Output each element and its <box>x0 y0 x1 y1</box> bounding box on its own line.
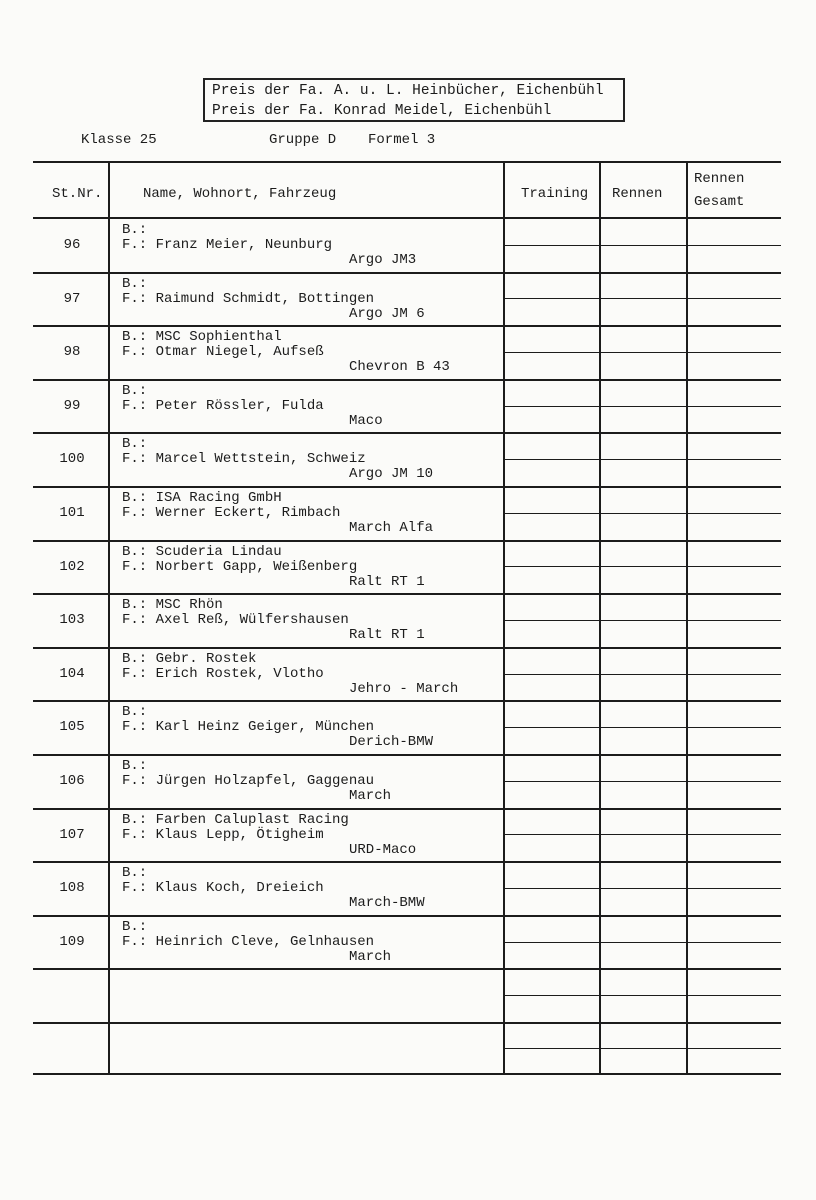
driver-line: F.: Axel Reß, Wülfershausen <box>122 612 349 628</box>
vehicle-line: URD-Maco <box>349 842 417 858</box>
entry-info <box>122 545 425 590</box>
klasse-label: Klasse 25 <box>81 132 157 148</box>
header-st-nr: St.Nr. <box>52 186 103 202</box>
row-half-rule <box>504 781 781 782</box>
row-half-rule <box>504 459 781 460</box>
start-number: 102 <box>59 559 85 575</box>
row-rule <box>33 1073 781 1075</box>
header-training: Training <box>521 186 589 202</box>
start-number: 109 <box>59 934 85 950</box>
entry-info <box>122 223 416 268</box>
start-number: 103 <box>59 612 85 628</box>
vehicle-line: Argo JM 6 <box>349 306 425 322</box>
vehicle-line: March-BMW <box>349 895 425 911</box>
row-rule <box>33 432 781 434</box>
vehicle-line: Chevron B 43 <box>349 359 450 375</box>
driver-line: F.: Heinrich Cleve, Gelnhausen <box>122 934 375 950</box>
vehicle-line: March Alfa <box>349 520 434 536</box>
row-rule <box>33 486 781 488</box>
header-rennen: Rennen <box>612 186 663 202</box>
entrant-line: B.: ISA Racing GmbH <box>122 490 282 506</box>
row-rule <box>33 325 781 327</box>
row-rule <box>33 272 781 274</box>
entrant-line: B.: Gebr. Rostek <box>122 651 257 667</box>
driver-line: F.: Klaus Koch, Dreieich <box>122 880 324 896</box>
driver-line: F.: Karl Heinz Geiger, München <box>122 719 375 735</box>
entrant-line: B.: <box>122 222 148 238</box>
row-half-rule <box>504 566 781 567</box>
row-half-rule <box>504 298 781 299</box>
entrant-line: B.: <box>122 865 148 881</box>
start-number: 97 <box>63 291 81 307</box>
row-half-rule <box>504 245 781 246</box>
sponsor-line-1: Preis der Fa. A. u. L. Heinbücher, Eichenbühl <box>212 83 604 99</box>
row-half-rule <box>504 352 781 353</box>
row-half-rule <box>504 727 781 728</box>
entry-info <box>122 330 450 375</box>
row-rule <box>33 754 781 756</box>
start-number: 107 <box>59 827 85 843</box>
entry-info <box>122 866 425 911</box>
driver-line: F.: Raimund Schmidt, Bottingen <box>122 291 375 307</box>
row-rule <box>33 379 781 381</box>
entry-info <box>122 491 433 536</box>
header-rennen-gesamt-1: Rennen <box>694 171 745 187</box>
row-half-rule <box>504 1048 781 1049</box>
row-rule <box>33 700 781 702</box>
entry-info <box>122 759 391 804</box>
header-bottom-rule <box>33 217 781 219</box>
entrant-line: B.: <box>122 919 148 935</box>
row-half-rule <box>504 888 781 889</box>
row-half-rule <box>504 513 781 514</box>
vehicle-line: Ralt RT 1 <box>349 627 425 643</box>
driver-line: F.: Otmar Niegel, Aufseß <box>122 344 324 360</box>
driver-line: F.: Werner Eckert, Rimbach <box>122 505 341 521</box>
row-half-rule <box>504 942 781 943</box>
entrant-line: B.: MSC Sophienthal <box>122 329 282 345</box>
row-rule <box>33 915 781 917</box>
entry-info <box>122 920 391 965</box>
entrant-line: B.: <box>122 276 148 292</box>
vehicle-line: Jehro - March <box>349 681 459 697</box>
start-number: 96 <box>63 237 81 253</box>
driver-line: F.: Erich Rostek, Vlotho <box>122 666 324 682</box>
vehicle-line: Ralt RT 1 <box>349 574 425 590</box>
row-half-rule <box>504 406 781 407</box>
entry-info <box>122 384 383 429</box>
entry-info <box>122 652 458 697</box>
row-rule <box>33 1022 781 1024</box>
vehicle-line: Argo JM3 <box>349 252 417 268</box>
start-number: 108 <box>59 880 85 896</box>
row-half-rule <box>504 620 781 621</box>
entry-info <box>122 705 433 750</box>
row-half-rule <box>504 674 781 675</box>
vehicle-line: March <box>349 949 392 965</box>
header-name: Name, Wohnort, Fahrzeug <box>143 186 337 202</box>
start-number: 99 <box>63 398 81 414</box>
entry-info <box>122 437 433 482</box>
entrant-line: B.: <box>122 704 148 720</box>
entry-info <box>122 813 416 858</box>
entry-info <box>122 277 425 322</box>
row-half-rule <box>504 834 781 835</box>
row-half-rule <box>504 995 781 996</box>
sponsor-line-2: Preis der Fa. Konrad Meidel, Eichenbühl <box>212 103 552 119</box>
entrant-line: B.: MSC Rhön <box>122 597 223 613</box>
row-rule <box>33 861 781 863</box>
vehicle-line: Argo JM 10 <box>349 466 434 482</box>
driver-line: F.: Norbert Gapp, Weißenberg <box>122 559 358 575</box>
vehicle-line: Maco <box>349 413 383 429</box>
header-rennen-gesamt-2: Gesamt <box>694 194 745 210</box>
vehicle-line: March <box>349 788 392 804</box>
row-rule <box>33 968 781 970</box>
start-number: 101 <box>59 505 85 521</box>
driver-line: F.: Peter Rössler, Fulda <box>122 398 324 414</box>
driver-line: F.: Jürgen Holzapfel, Gaggenau <box>122 773 375 789</box>
entrant-line: B.: Scuderia Lindau <box>122 544 282 560</box>
start-number: 105 <box>59 719 85 735</box>
driver-line: F.: Franz Meier, Neunburg <box>122 237 333 253</box>
gruppe-label: Gruppe D <box>269 132 337 148</box>
formel-label: Formel 3 <box>368 132 436 148</box>
driver-line: F.: Marcel Wettstein, Schweiz <box>122 451 366 467</box>
start-number: 106 <box>59 773 85 789</box>
entrant-line: B.: <box>122 758 148 774</box>
entrant-line: B.: <box>122 436 148 452</box>
entrant-line: B.: Farben Caluplast Racing <box>122 812 349 828</box>
start-number: 100 <box>59 451 85 467</box>
row-rule <box>33 647 781 649</box>
table-top-rule <box>33 161 781 163</box>
entrant-line: B.: <box>122 383 148 399</box>
sponsor-box <box>203 78 625 122</box>
row-rule <box>33 808 781 810</box>
start-number: 98 <box>63 344 81 360</box>
driver-line: F.: Klaus Lepp, Ötigheim <box>122 827 324 843</box>
row-rule <box>33 540 781 542</box>
vehicle-line: Derich-BMW <box>349 734 434 750</box>
row-rule <box>33 593 781 595</box>
start-number: 104 <box>59 666 85 682</box>
entry-info <box>122 598 425 643</box>
